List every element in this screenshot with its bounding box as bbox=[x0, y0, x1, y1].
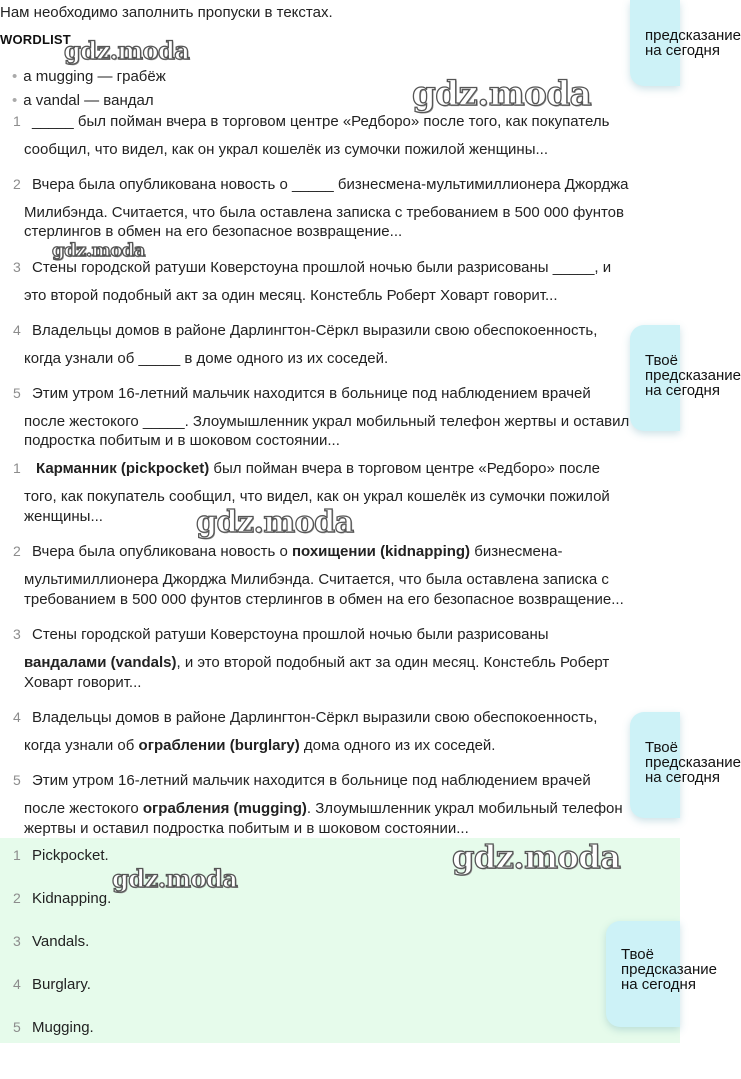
filled-line: Ховарт говорит... bbox=[24, 674, 142, 691]
exercise-line: когда узнали об _____ в доме одного из их соседей. bbox=[24, 350, 389, 367]
filled-line: когда узнали об ограблении (burglary) дома одного из их соседей. bbox=[24, 737, 496, 754]
watermark-logo: gdz.moda bbox=[52, 240, 145, 261]
item-number: 1 bbox=[13, 113, 21, 129]
exercise-line: подростка побитым и в шоковом состоянии... bbox=[24, 432, 340, 449]
watermark-logo: gdz.moda bbox=[412, 74, 592, 114]
answer-text: Burglary. bbox=[32, 976, 91, 993]
filled-line: мультимиллионера Джорджа Милибэнда. Считается, что была оставлена записка с bbox=[24, 571, 609, 588]
filled-line: требованием в 500 000 фунтов стерлингов в обмен на его безопасное возвращение... bbox=[24, 591, 624, 608]
exercise-line: после жестокого _____. Злоумышленник украл мобильный телефон жертвы и оставил bbox=[24, 413, 630, 430]
exercise-line: Милибэнда. Считается, что была оставлена записка с требованием в 500 000 фунтов bbox=[24, 204, 624, 221]
exercise-line: Владельцы домов в районе Дарлингтон-Сёркл выразили свою обеспокоенность, bbox=[32, 322, 598, 339]
filled-line: после жестокого ограбления (mugging). Злоумышленник украл мобильный телефон bbox=[24, 800, 623, 817]
item-number: 4 bbox=[13, 976, 21, 992]
filled-line: Владельцы домов в районе Дарлингтон-Сёркл выразили свою обеспокоенность, bbox=[32, 709, 598, 726]
item-number: 2 bbox=[13, 890, 21, 906]
filled-line: Карманник (pickpocket) был пойман вчера в торговом центре «Редборо» после bbox=[36, 460, 601, 477]
item-number: 4 bbox=[13, 322, 21, 338]
prediction-banner[interactable]: Твоё предсказание на сегодня bbox=[606, 921, 680, 1027]
filled-line: вандалами (vandals), и это второй подобный акт за один месяц. Констебль Роберт bbox=[24, 654, 610, 671]
filled-line: Стены городской ратуши Коверстоуна прошлой ночью были разрисованы bbox=[32, 626, 549, 643]
exercise-line: _____ был пойман вчера в торговом центре «Редборо» после того, как покупатель bbox=[32, 113, 610, 130]
item-number: 2 bbox=[13, 543, 21, 559]
exercise-line: сообщил, что видел, как он украл кошелёк из сумочки пожилой женщины... bbox=[24, 141, 548, 158]
instruction-text: Нам необходимо заполнить пропуски в текстах. bbox=[0, 4, 333, 21]
exercise-line: Стены городской ратуши Коверстоуна прошлой ночью были разрисованы _____, и bbox=[32, 259, 612, 276]
watermark-logo: gdz.moda bbox=[452, 838, 621, 876]
item-number: 5 bbox=[13, 385, 21, 401]
wordlist-item: • a vandal — вандал bbox=[12, 92, 154, 109]
prediction-banner[interactable]: Твоё предсказание на сегодня bbox=[630, 712, 680, 818]
answer-highlight: ограблении (burglary) bbox=[138, 737, 300, 754]
bullet-icon: • bbox=[12, 68, 18, 85]
wordlist-clipped bbox=[0, 90, 300, 109]
answer-text: Kidnapping. bbox=[32, 890, 112, 907]
filled-line: жертвы и оставил подростка побитым и в шоковом состоянии... bbox=[24, 820, 469, 837]
answer-highlight: ограбления (mugging) bbox=[142, 800, 307, 817]
answer-text: Pickpocket. bbox=[32, 847, 109, 864]
filled-line: Вчера была опубликована новость о похищении (kidnapping) бизнесмена- bbox=[32, 543, 563, 560]
answer-highlight: Карманник (pickpocket) bbox=[36, 460, 210, 477]
filled-line: Этим утром 16-летний мальчик находится в больнице под наблюдением врачей bbox=[32, 772, 591, 789]
watermark-logo: gdz.moda bbox=[112, 864, 238, 893]
item-number: 2 bbox=[13, 176, 21, 192]
item-number: 1 bbox=[13, 460, 21, 476]
answer-text: Vandals. bbox=[32, 933, 90, 950]
filled-line: того, как покупатель сообщил, что видел, как он украл кошелёк из сумочки пожилой bbox=[24, 488, 610, 505]
watermark-logo: gdz.moda bbox=[64, 36, 190, 65]
filled-line: женщины... bbox=[24, 508, 103, 525]
prediction-banner[interactable]: Твоё предсказание на сегодня bbox=[630, 325, 680, 431]
exercise-line: Вчера была опубликована новость о _____ бизнесмена-мультимиллионера Джорджа bbox=[32, 176, 629, 193]
answer-text: Mugging. bbox=[32, 1019, 94, 1036]
prediction-banner[interactable]: предсказание на сегодня bbox=[630, 0, 680, 86]
item-number: 3 bbox=[13, 933, 21, 949]
answer-highlight: вандалами (vandals) bbox=[24, 654, 177, 671]
wordlist-item: • a mugging — грабёж bbox=[12, 68, 166, 85]
wordlist-title: WORDLIST bbox=[0, 32, 71, 47]
watermark-logo: gdz.moda bbox=[196, 505, 354, 540]
answer-highlight: похищении (kidnapping) bbox=[291, 543, 471, 560]
exercise-line: Этим утром 16-летний мальчик находится в больнице под наблюдением врачей bbox=[32, 385, 591, 402]
bullet-icon: • bbox=[12, 92, 18, 109]
item-number: 3 bbox=[13, 259, 21, 275]
item-number: 4 bbox=[13, 709, 21, 725]
exercise-line: стерлингов в обмен на его безопасное возвращение... bbox=[24, 223, 403, 240]
item-number: 5 bbox=[13, 1019, 21, 1035]
item-number: 3 bbox=[13, 626, 21, 642]
item-number: 5 bbox=[13, 772, 21, 788]
exercise-line: это второй подобный акт за один месяц. Констебль Роберт Ховарт говорит... bbox=[24, 287, 558, 304]
item-number: 1 bbox=[13, 847, 21, 863]
